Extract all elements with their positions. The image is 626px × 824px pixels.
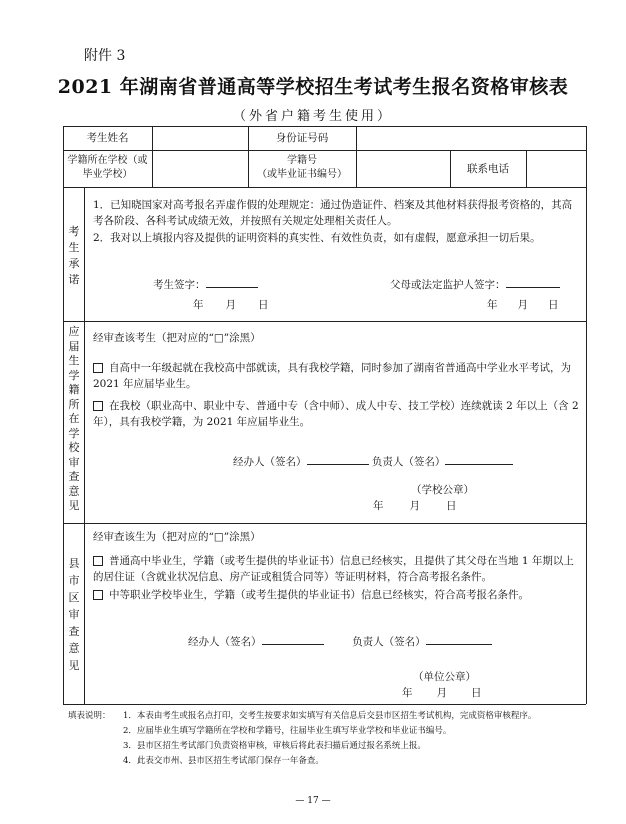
school-option-1-checkbox[interactable] [93,363,103,373]
school-handler-signature-line[interactable] [307,452,369,465]
table-border-left [63,126,64,704]
notes-list [123,709,583,769]
county-seal: （单位公章） [413,671,476,683]
county-option-2: 中等职业学校毕业生，学籍（或考生提供的毕业证书）信息已经核实，符合高考报名条件。 [93,587,579,603]
guardian-signature-line[interactable] [506,275,560,288]
county-responsible-signature-line[interactable] [426,632,492,645]
note-item: 4．此表交市州、县市区招生考试部门保存一年备查。 [123,756,324,766]
school-review-date: 年 月 日 [373,500,457,512]
school-signatures: 经办人（签名） 负责人（签名） [233,452,513,470]
note-item: 3．县市区招生考试部门负责资格审核，审核后将此表扫描后通过报名系统上报。 [123,741,426,751]
school-seal: （学校公章） [411,484,474,496]
registration-number-label: 学籍号 （或毕业证书编号） [257,155,347,180]
table-rule [63,187,586,188]
school-option-2: 在我校（职业高中、职业中专、普通中专（含中师）、成人中专、技工学校）连续就读 2 年以上（含 2 年），具有我校学籍，为 2021 年应届毕业生。 [93,400,579,428]
pledge-item-2: 2．我对以上填报内容及提供的证明资料的真实性、有效性负责，如有虚假，愿意承担一切后果。 [93,232,541,244]
note-item: 1．本表由考生或报名点打印，交考生按要求如实填写有关信息后交县市区招生考试机构，完成资格审核程序。 [123,711,537,721]
county-option-2-checkbox[interactable] [93,590,103,600]
school-review-intro: 经审查该考生（把对应的“□”涂黑） [93,332,261,344]
attachment-label: 附件 3 [84,48,126,64]
county-option-1-checkbox[interactable] [93,556,103,566]
student-name-label: 考生姓名 [86,132,129,144]
pledge-side-label: 考 生 承 诺 [68,225,80,286]
student-signature: 考生签字： [153,275,258,293]
form-title: 2021 年湖南省普通高等学校招生考试考生报名资格审核表 [57,76,569,98]
registration-number-field[interactable] [357,151,449,186]
guardian-signature: 父母或法定监护人签字： [390,275,560,293]
id-number-label: 身份证号码 [275,132,329,144]
table-rule [84,187,85,704]
county-review-side-label: 县 市 区 审 查 意 见 [68,557,80,672]
notes-label: 填表说明： [68,711,111,721]
id-number-field[interactable] [357,127,585,149]
table-border-right [586,126,587,704]
school-field[interactable] [153,151,247,186]
phone-label: 联系电话 [467,163,509,175]
school-label: 学籍所在学校（或 毕业学校） [67,155,148,180]
student-sign-date: 年 月 日 [193,299,269,311]
student-signature-line[interactable] [206,275,258,288]
guardian-sign-date: 年 月 日 [487,299,559,311]
table-border-bottom [63,704,586,705]
school-option-2-checkbox[interactable] [93,401,103,411]
table-rule [63,523,586,524]
school-option-1: 自高中一年级起就在我校高中部就读，具有我校学籍，同时参加了湖南省普通高中学业水平考试，为 2021 年应届毕业生。 [93,362,571,390]
school-responsible-signature-line[interactable] [445,452,513,465]
school-review-side-label: 应 届 生 学 籍 所 在 学 校 审 查 意 见 [68,325,80,512]
county-review-intro: 经审查该生为（把对应的“□”涂黑） [93,531,261,543]
county-handler-signature-line[interactable] [262,632,324,645]
pledge-item-1: 1．已知晓国家对高考报名弄虚作假的处理规定：通过伪造证件、档案及其他材料获得报考资格的，其高考各阶段、各科考试成绩无效，并按照有关规定处理相关责任人。 [93,199,573,227]
county-option-1: 普通高中毕业生，学籍（或考生提供的毕业证书）信息已经核实，且提供了其父母在当地 1 年期以上的居住证（含就业状况信息、房产证或租赁合同等）等证明材料，符合高考报名条件。 [93,555,574,583]
form-subtitle: （外省户籍考生使用） [232,109,393,124]
county-signatures: 经办人（签名） 负责人（签名） [188,632,492,650]
phone-field[interactable] [527,151,585,186]
note-item: 2．应届毕业生填写学籍所在学校和学籍号，往届毕业生填写毕业学校和毕业证书编号。 [123,726,452,736]
county-review-date: 年 月 日 [402,687,482,699]
table-rule [63,150,586,151]
table-rule [63,321,586,322]
page-number: — 17 — [295,796,331,806]
student-name-field[interactable] [153,127,247,149]
